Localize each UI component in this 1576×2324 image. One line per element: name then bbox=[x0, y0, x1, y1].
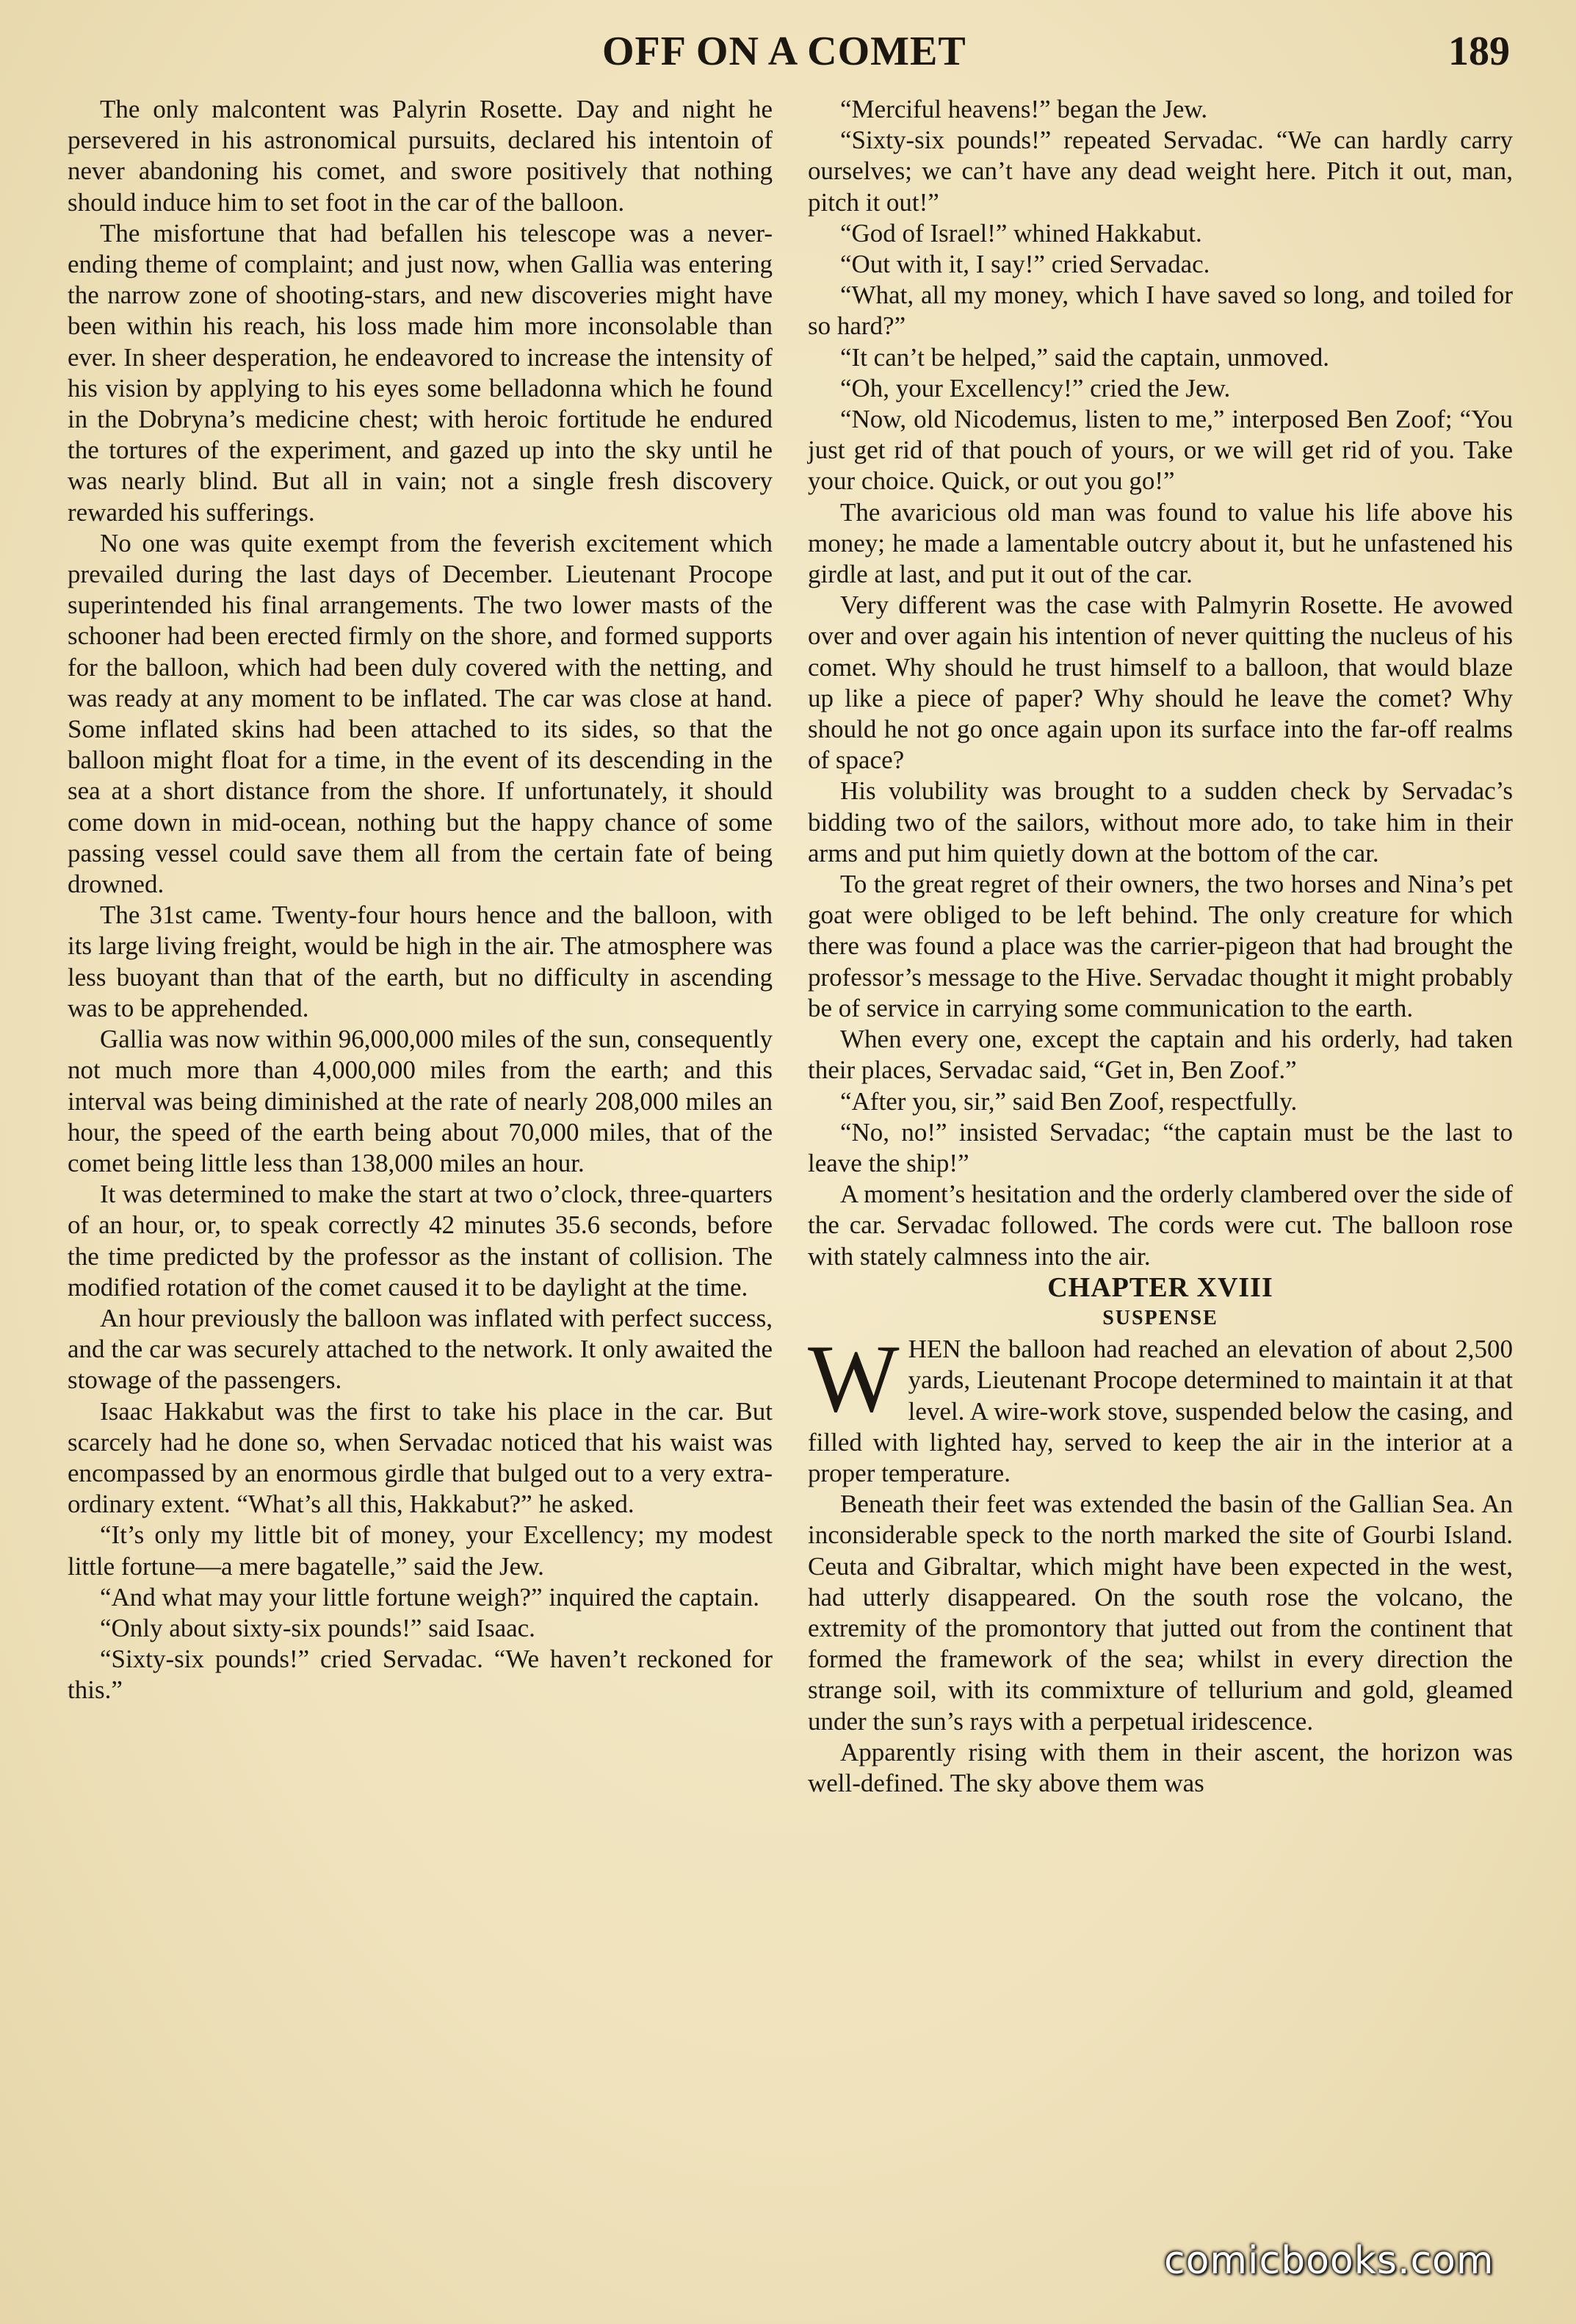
paragraph: “Sixty-six pounds!” repeated Servadac. “We can hardly carry ourselves; we can’t have any dead weight here. Pitch it out, man, pitch it out!” bbox=[808, 126, 1513, 217]
paragraph: The 31st came. Twenty-four hours hence and the balloon, with its large living freight, would be high in the air. The atmosphere was less buoyant than that of the earth, but no difficulty in ascending was to be apprehended. bbox=[68, 901, 773, 1022]
paragraph: “Oh, your Excellency!” cried the Jew. bbox=[840, 373, 1231, 403]
paragraph: The avaricious old man was found to value his life above his money; he made a lamentable outcry about it, but he unfastened his girdle at last, and put it out of the car. bbox=[808, 497, 1513, 589]
paragraph: Very different was the case with Palmyrin Rosette. He avowed over and over again his intention of never quitting the nucleus of his comet. Why should he trust himself to a balloon, that would blaze up like a piece of paper? Why should he leave the comet? Why should he not go once again upon its surface into the far-off realms of space? bbox=[808, 591, 1513, 775]
paragraph: A moment’s hesitation and the orderly clambered over the side of the car. Servadac followed. The cords were cut. The balloon rose with stately calmness into the air. bbox=[808, 1180, 1513, 1271]
opening-text: HEN the balloon had reached an elevation of about 2,500 yards, Lieutenant Procope determined to maintain it at that level. A wire-work stove, suspended below the casing, and filled with lighted hay, served to keep the air in the interior at a proper temperature. bbox=[808, 1335, 1513, 1487]
running-title: OFF ON A COMET bbox=[602, 29, 966, 74]
chapter-subtitle: SUSPENSE bbox=[1102, 1306, 1218, 1329]
paragraph: Gallia was now within 96,000,000 miles of the sun, consequently not much more than 4,000,000 miles from the earth; and this interval was being diminished at the rate of nearly 208,000 miles an hour, the speed of the earth being about 70,000 miles, that of the comet being little less than 138,000 miles an hour. bbox=[68, 1025, 773, 1177]
drop-cap: W bbox=[808, 1324, 900, 1433]
paragraph: It was determined to make the start at two o’clock, three-quarters of an hour, or, to speak correctly 42 minutes 35.6 seconds, before the time predicted by the professor as the instant of collision. The modified rotation of the comet caused it to be daylight at the time. bbox=[68, 1180, 773, 1302]
paragraph: “No, no!” insisted Servadac; “the captain must be the last to leave the ship!” bbox=[808, 1117, 1513, 1177]
page-number: 189 bbox=[1448, 29, 1510, 74]
paragraph: An hour previously the balloon was inflated with perfect success, and the car was securely attached to the network. It only awaited the stowage of the passengers. bbox=[68, 1303, 773, 1395]
paragraph: “Merciful heavens!” began the Jew. bbox=[840, 95, 1208, 123]
paragraph: “Sixty-six pounds!” cried Servadac. “We haven’t reckoned for this.” bbox=[68, 1645, 773, 1705]
paragraph: To the great regret of their owners, the two horses and Nina’s pet goat were obliged to be left behind. The only creature for which there was found a place was the carrier-pigeon that had brought the professor’s message to the Hive. Servadac thought it might probably be of service in carrying some communication to the earth. bbox=[808, 870, 1513, 1022]
chapter-title: CHAPTER XVIII bbox=[1047, 1271, 1273, 1303]
paragraph: No one was quite exempt from the feverish excitement which prevailed during the last days of December. Lieutenant Procope superintended his final arrangements. The two lower masts of the schooner had been erected firmly on the shore, and formed supports for the balloon, which had been duly covered with the netting, and was ready at any moment to be inflated. The car was close at hand. Some inflated skins had been attached to its sides, so that the balloon might float for a time, in the event of its descending in the sea at a short distance from the shore. If unfortunately, it should come down in mid-ocean, nothing but the happy chance of some passing vessel could save them all from the certain fate of being drowned. bbox=[68, 528, 773, 899]
right-column bbox=[808, 94, 1513, 1799]
paragraph: “After you, sir,” said Ben Zoof, respectfully. bbox=[840, 1086, 1298, 1116]
page-header bbox=[0, 28, 1576, 87]
left-column bbox=[68, 94, 773, 1706]
paragraph: When every one, except the captain and his orderly, had taken their places, Servadac said, “Get in, Ben Zoof.” bbox=[808, 1025, 1513, 1085]
paragraph: “What, all my money, which I have saved so long, and toiled for so hard?” bbox=[808, 281, 1513, 341]
paragraph: “It’s only my little bit of money, your Excellency; my modest little fortune—a mere bagatelle,” said the Jew. bbox=[68, 1520, 773, 1581]
watermark: comicbooks.com bbox=[1164, 2239, 1494, 2283]
paragraph: “Only about sixty-six pounds!” said Isaac. bbox=[100, 1613, 535, 1642]
chapter-opening-paragraph bbox=[808, 1324, 1513, 1489]
paragraph: “It can’t be helped,” said the captain, unmoved. bbox=[840, 342, 1330, 372]
paragraph: Apparently rising with them in their ascent, the horizon was well-defined. The sky above them was bbox=[808, 1737, 1513, 1797]
paragraph: “Now, old Nicodemus, listen to me,” interposed Ben Zoof; “You just get rid of that pouch of yours, or we will get rid of you. Take your choice. Quick, or out you go!” bbox=[808, 405, 1513, 496]
paragraph: “Out with it, I say!” cried Servadac. bbox=[840, 250, 1210, 279]
paragraph: The only malcontent was Palyrin Rosette. Day and night he persevered in his astronomical pursuits, declared his intentoin of never abandoning his comet, and swore positively that nothing should induce him to set foot in the car of the balloon. bbox=[68, 95, 773, 217]
paragraph: Isaac Hakkabut was the first to take his place in the car. But scarcely had he done so, when Servadac noticed that his waist was encompassed by an enormous girdle that bulged out to a very extraordinary extent. “What’s all this, Hakkabut?” he asked. bbox=[68, 1396, 773, 1519]
paragraph: “And what may your little fortune weigh?” inquired the captain. bbox=[100, 1582, 760, 1612]
paragraph: The misfortune that had befallen his telescope was a never-ending theme of complaint; and just now, when Gallia was entering the narrow zone of shooting-stars, and new discoveries might have been within his reach, his loss made him more inconsolable than ever. In sheer desperation, he endeavored to increase the intensity of his vision by applying to his eyes some belladonna which he found in the Dobryna’s medicine chest; with heroic fortitude he endured the tortures of the experiment, and gazed up into the sky until he was nearly blind. But all in vain; not a single fresh discovery rewarded his sufferings. bbox=[68, 218, 773, 527]
paragraph: His volubility was brought to a sudden check by Servadac’s bidding two of the sailors, without more ado, to take him in their arms and put him quietly down at the bottom of the car. bbox=[808, 776, 1513, 867]
paragraph: “God of Israel!” whined Hakkabut. bbox=[840, 218, 1202, 248]
paragraph: Beneath their feet was extended the basin of the Gallian Sea. An inconsiderable speck to the north marked the site of Gourbi Island. Ceuta and Gibraltar, which might have been expected in the west, had utterly disappeared. On the south rose the volcano, the extremity of the promontory that jutted out from the continent that formed the framework of the sea; whilst in every direction the strange soil, with its commixture of tellurium and gold, gleamed under the sun’s rays with a perpetual iridescence. bbox=[808, 1490, 1513, 1736]
